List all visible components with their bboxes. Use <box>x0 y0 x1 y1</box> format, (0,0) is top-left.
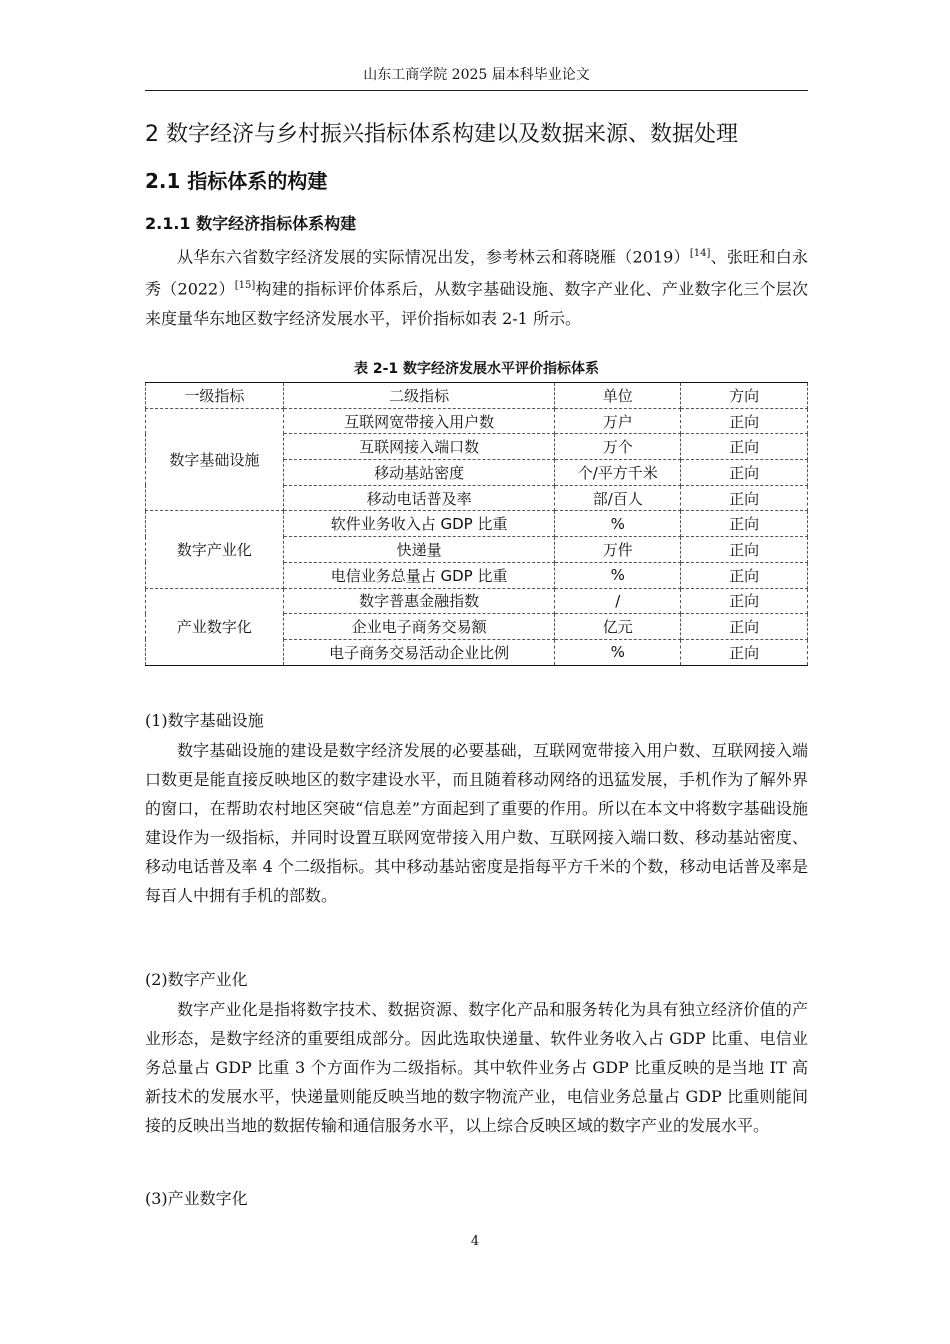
table-cell: 正向 <box>681 511 808 537</box>
table-row <box>146 588 808 614</box>
table-row <box>146 408 808 434</box>
table-cell: 数字普惠金融指数 <box>283 588 555 614</box>
table-cell: 万件 <box>555 537 681 563</box>
table-cell: 电信业务总量占 GDP 比重 <box>283 562 555 588</box>
intro-text-1: 从华东六省数字经济发展的实际情况出发，参考林云和蒋晓雁（2019） <box>177 247 690 267</box>
table-caption: 表 2-1 数字经济发展水平评价指标体系 <box>353 361 600 377</box>
table-cell: 互联网宽带接入用户数 <box>283 408 555 434</box>
group-cell: 数字产业化 <box>146 511 284 588</box>
indicator-table <box>145 382 808 666</box>
table-row <box>146 511 808 537</box>
table-cell: 互联网接入端口数 <box>283 434 555 460</box>
subsection-heading: 2.1.1 数字经济指标体系构建 <box>145 214 357 233</box>
table-cell: 个/平方千米 <box>555 460 681 486</box>
subsection-title-2: (2)数字产业化 <box>145 970 248 989</box>
citation-15: [15] <box>234 280 256 292</box>
group-cell: 数字基础设施 <box>146 408 284 511</box>
table-cell: % <box>555 639 681 665</box>
column-header: 一级指标 <box>146 383 284 409</box>
table-cell: 正向 <box>681 434 808 460</box>
running-header: 山东工商学院 2025 届本科毕业论文 <box>145 64 808 91</box>
intro-text-2: 、张旺和白永秀（2022） <box>145 247 808 299</box>
table-cell: 正向 <box>681 588 808 614</box>
table-cell: 部/百人 <box>555 485 681 511</box>
table-cell: 正向 <box>681 485 808 511</box>
table-cell: 正向 <box>681 562 808 588</box>
table-cell: / <box>555 588 681 614</box>
table-cell: % <box>555 511 681 537</box>
table-cell: 万个 <box>555 434 681 460</box>
table-cell: 移动基站密度 <box>283 460 555 486</box>
page-number: 4 <box>470 1234 480 1249</box>
table-header-row <box>146 383 808 409</box>
column-header: 二级指标 <box>283 383 555 409</box>
table-cell: 移动电话普及率 <box>283 485 555 511</box>
chapter-heading: 2 数字经济与乡村振兴指标体系构建以及数据来源、数据处理 <box>145 122 738 147</box>
table-cell: 企业电子商务交易额 <box>283 614 555 640</box>
table-cell: % <box>555 562 681 588</box>
table-cell: 正向 <box>681 537 808 563</box>
table-cell: 正向 <box>681 460 808 486</box>
subsection-title-1: (1)数字基础设施 <box>145 711 264 730</box>
column-header: 方向 <box>681 383 808 409</box>
citation-14: [14] <box>689 248 711 259</box>
table-cell: 万户 <box>555 408 681 434</box>
section-heading: 2.1 指标体系的构建 <box>145 169 328 193</box>
intro-text-3: 构建的指标评价体系后，从数字基础设施、数字产业化、产业数字化三个层次来度量华东地区数字经济发展水平，评价指标如表 2-1 所示。 <box>145 279 808 328</box>
table-cell: 软件业务收入占 GDP 比重 <box>283 511 555 537</box>
table-cell: 正向 <box>681 639 808 665</box>
paragraph-digital-infrastructure: 数字基础设施的建设是数字经济发展的必要基础，互联网宽带接入用户数、互联网接入端口数更是能直接反映地区的数字建设水平，而且随着移动网络的迅猛发展，手机作为了解外界的窗口，在帮助农村地区突破“信息差”方面起到了重要的作用。所以在本文中将数字基础设施建设作为一级指标，并同时设置互联网宽带接入用户数、互联网接入端口数、移动基站密度、移动电话普及率 4 个二级指标。其中移动基站密度是指每平方千米的个数，移动电话普及率是每百人中拥有手机的部数。 <box>145 741 808 905</box>
table-cell: 快递量 <box>283 537 555 563</box>
paragraph-digital-industrialization: 数字产业化是指将数字技术、数据资源、数字化产品和服务转化为具有独立经济价值的产业形态，是数字经济的重要组成部分。因此选取快递量、软件业务收入占 GDP 比重、电信业务总量占 GDP 比重 3 个方面作为二级指标。其中软件业务占 GDP 比重反映的是当地 IT 高新技术的发展水平，快递量则能反映当地的数字物流产业，电信业务总量占 GDP 比重则能间接的反映出当地的数据传输和通信服务水平，以上综合反映区域的数字产业的发展水平。 <box>145 1000 808 1135</box>
group-cell: 产业数字化 <box>146 588 284 665</box>
subsection-title-3: (3)产业数字化 <box>145 1189 248 1208</box>
intro-paragraph <box>145 239 808 333</box>
table-cell: 正向 <box>681 408 808 434</box>
table-cell: 亿元 <box>555 614 681 640</box>
table-cell: 正向 <box>681 614 808 640</box>
table-cell: 电子商务交易活动企业比例 <box>283 639 555 665</box>
column-header: 单位 <box>555 383 681 409</box>
